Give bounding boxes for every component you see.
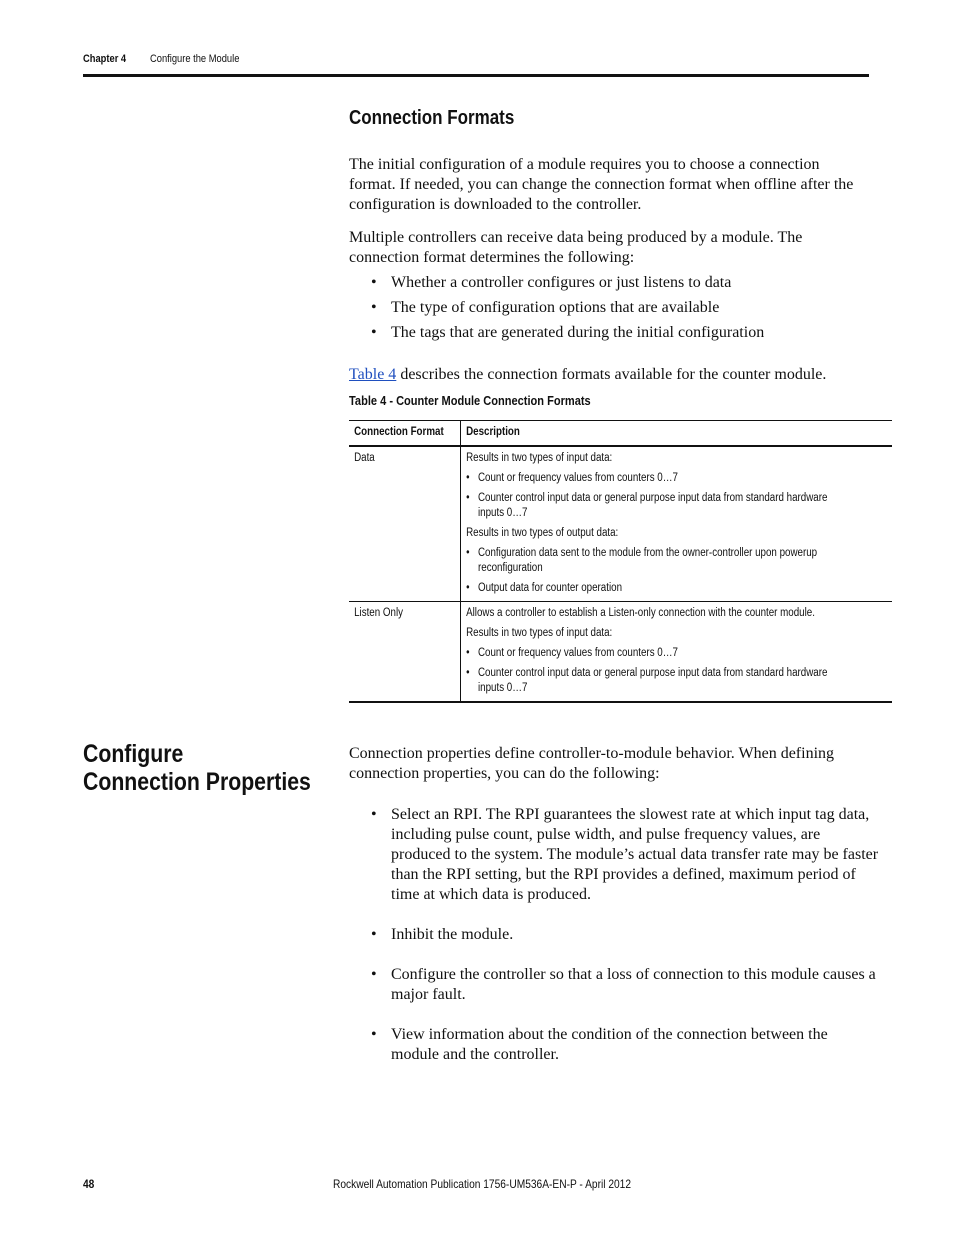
description-text: Results in two types of output data: xyxy=(466,527,619,539)
description-text: Results in two types of input data: xyxy=(466,627,613,639)
list-item xyxy=(349,298,869,318)
column-header-description xyxy=(461,421,893,447)
bullet-text: Counter control input data or general purpose input data from standard hardware xyxy=(478,667,828,679)
description-cell xyxy=(461,446,893,602)
chapter-label: Chapter 4 xyxy=(83,53,127,65)
bullet-icon: • xyxy=(371,966,377,983)
column-header-connection-format xyxy=(349,421,461,447)
list-item-text: The tags that are generated during the initial configuration xyxy=(391,324,765,341)
heading-line: Connection Properties xyxy=(83,768,311,796)
header-text: Description xyxy=(466,426,521,438)
description-bullet xyxy=(467,646,828,661)
list-item xyxy=(349,1025,879,1065)
table-reference-text: describes the connection formats available for the counter module. xyxy=(396,366,827,383)
bullet-icon: • xyxy=(371,324,377,341)
header-divider xyxy=(83,74,869,77)
chapter-title: Configure the Module xyxy=(150,53,240,65)
description-text: Allows a controller to establish a Listen-only connection with the counter module. xyxy=(466,607,816,619)
header-text: Connection Format xyxy=(354,426,444,438)
bullet-icon: • xyxy=(466,492,470,504)
list-item xyxy=(349,925,879,945)
description-bullet xyxy=(467,471,828,486)
format-name: Listen Only xyxy=(354,607,404,619)
list-item-text: Select an RPI. The RPI guarantees the slowest rate at which input tag data, including pulse count, pulse width, and pulse frequency values, are produced to the system. The module’s actual data transfer rate may be faster than the RPI setting, but the RPI provides a defined, maximum period of time at which data is produced. xyxy=(391,806,879,903)
paragraph-text: The initial configuration of a module requires you to choose a connection format. If needed, you can change the connection format when offline after the configuration is downloaded to the controller. xyxy=(349,156,854,213)
connection-properties-bullet-list xyxy=(349,805,879,1085)
table-header-row xyxy=(349,421,892,447)
bullet-icon: • xyxy=(466,667,470,679)
bullet-text: Output data for counter operation xyxy=(478,582,623,594)
paragraph-text: Connection properties define controller-to-module behavior. When defining connection properties, you can do the following: xyxy=(349,745,835,782)
description-bullet xyxy=(467,581,828,596)
format-cell xyxy=(349,446,461,602)
bullet-text-continued: reconfiguration xyxy=(478,562,544,574)
table-row xyxy=(349,602,892,703)
description-bullet xyxy=(467,546,828,576)
connection-format-bullet-list xyxy=(349,273,869,348)
heading-line: Configure xyxy=(83,740,184,768)
bullet-icon: • xyxy=(466,582,470,594)
bullet-text: Count or frequency values from counters 0…7 xyxy=(478,472,679,484)
table-caption: Table 4 - Counter Module Connection Formats xyxy=(349,393,591,408)
table-4-link[interactable]: Table 4 xyxy=(349,366,397,383)
bullet-text-continued: inputs 0…7 xyxy=(478,682,528,694)
description-bullet xyxy=(467,666,828,696)
bullet-text: Configuration data sent to the module from the owner-controller upon powerup xyxy=(478,547,818,559)
list-item-text: Configure the controller so that a loss of connection to this module causes a major fault. xyxy=(391,966,876,1003)
list-item-text: Inhibit the module. xyxy=(391,926,514,943)
publication-info: Rockwell Automation Publication 1756-UM536A-EN-P - April 2012 xyxy=(333,1177,632,1191)
bullet-icon: • xyxy=(371,274,377,291)
bullet-text-continued: inputs 0…7 xyxy=(478,507,528,519)
table-row xyxy=(349,446,892,602)
table-reference-sentence xyxy=(349,365,826,385)
bullet-text: Count or frequency values from counters 0…7 xyxy=(478,647,679,659)
description-text: Results in two types of input data: xyxy=(466,452,613,464)
bullet-icon: • xyxy=(466,647,470,659)
connection-formats-paragraph-1 xyxy=(349,155,869,215)
bullet-icon: • xyxy=(371,299,377,316)
list-item xyxy=(349,323,869,343)
bullet-icon: • xyxy=(466,472,470,484)
connection-formats-table xyxy=(349,420,892,703)
list-item-text: The type of configuration options that are available xyxy=(391,299,720,316)
list-item xyxy=(349,273,869,293)
format-cell xyxy=(349,602,461,703)
description-cell xyxy=(461,602,893,703)
list-item xyxy=(349,805,879,905)
bullet-icon: • xyxy=(371,1026,377,1043)
list-item-text: View information about the condition of the connection between the module and the controller. xyxy=(391,1026,828,1063)
bullet-text: Counter control input data or general purpose input data from standard hardware xyxy=(478,492,828,504)
page-number: 48 xyxy=(83,1177,95,1191)
bullet-icon: • xyxy=(466,547,470,559)
bullet-icon: • xyxy=(371,926,377,943)
bullet-icon: • xyxy=(371,806,377,823)
section-heading-connection-formats: Connection Formats xyxy=(349,107,515,129)
section-heading-configure-connection-properties xyxy=(83,740,311,796)
list-item-text: Whether a controller configures or just listens to data xyxy=(391,274,732,291)
paragraph-text: Multiple controllers can receive data being produced by a module. The connection format determines the following: xyxy=(349,229,803,266)
connection-formats-paragraph-2 xyxy=(349,228,869,268)
description-bullet xyxy=(467,491,828,521)
format-name: Data xyxy=(354,452,375,464)
connection-properties-intro xyxy=(349,744,869,784)
list-item xyxy=(349,965,879,1005)
